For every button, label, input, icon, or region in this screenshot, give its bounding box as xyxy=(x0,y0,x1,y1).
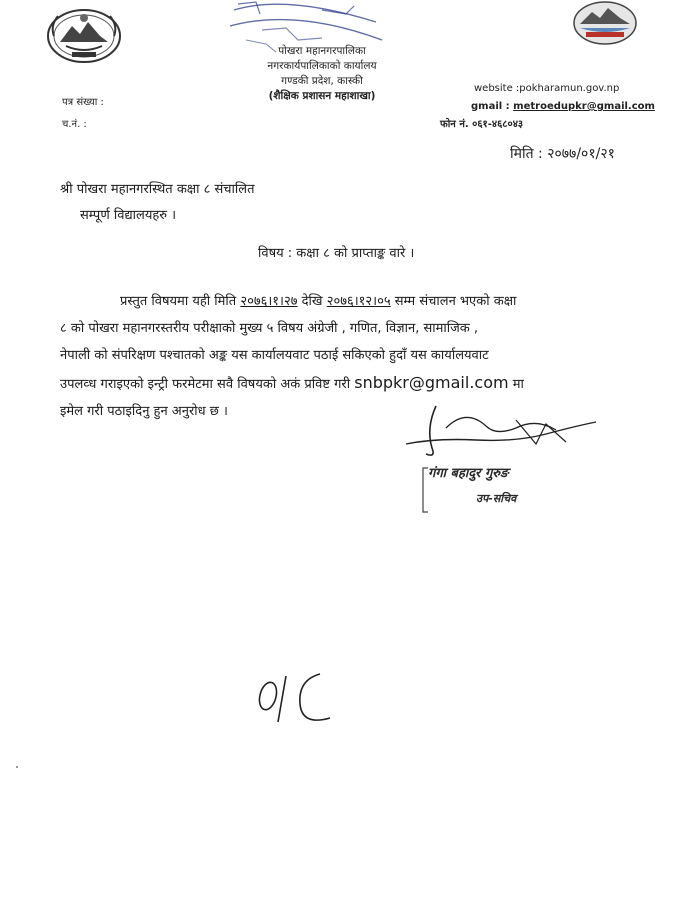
website-text: website :pokharamun.gov.np xyxy=(474,83,620,94)
body-line-4 xyxy=(60,369,660,398)
gmail-label: gmail : xyxy=(471,101,514,112)
body-line-1-mid: देखि xyxy=(297,294,327,309)
dispatch-number-label: च.नं. : xyxy=(62,119,87,130)
signature-scribble-icon xyxy=(396,398,606,468)
gmail-address: metroedupkr@gmail.com xyxy=(513,101,655,112)
submission-email: snbpkr@gmail.com xyxy=(354,373,509,392)
phone-text: फोन नं. ०६१-४६८०४३ xyxy=(440,119,524,130)
reference-fields xyxy=(62,92,104,136)
pokhara-city-logo-icon xyxy=(572,0,638,46)
signatory-title: उप-सचिव xyxy=(476,492,517,505)
gmail-row xyxy=(440,98,655,116)
body-line-4-start: उपलव्ध गराइएको इन्ट्री फरमेटमा सवै विषयको अकं प्रविष्ट गरी xyxy=(60,377,355,392)
body-line-5: इमेल गरी पठाइदिनु हुन अनुरोध छ । xyxy=(60,404,228,419)
scan-speck xyxy=(16,766,18,768)
body-line-4-end: मा xyxy=(508,377,524,392)
body-line-1-end: सम्म संचालन भएको कक्षा xyxy=(390,294,517,309)
org-office: नगरकार्यपालिकाको कार्यालय xyxy=(267,60,377,72)
org-province: गण्डकी प्रदेश, कास्की xyxy=(281,75,363,87)
body-line-1 xyxy=(60,288,660,315)
letter-date: मिति : २०७७/०१/२१ xyxy=(510,146,615,162)
recipient-line-2: सम्पूर्ण विद्यालयहरु । xyxy=(80,208,177,223)
org-branch: (शैक्षिक प्रशासन महाशाखा) xyxy=(268,90,376,102)
recipient-line-1: श्री पोखरा महानगरस्थित कक्षा ८ संचालित xyxy=(60,182,255,197)
signatory-name: गंगा बहादुर गुरुङ xyxy=(428,466,509,481)
body-line-1-start: प्रस्तुत विषयमा यही मिति xyxy=(120,294,241,309)
office-header xyxy=(232,44,412,104)
handwritten-oc-mark xyxy=(250,660,340,732)
org-name: पोखरा महानगरपालिका xyxy=(278,45,366,57)
body-line-3: नेपाली को संपरिक्षण पश्चातको अङ्क यस कार्यालयवाट पठाई सकिएको हुदाँ यस कार्यालयवाट xyxy=(60,348,489,363)
start-date: २०७६।१।२७ xyxy=(240,294,298,309)
nepal-emblem-icon xyxy=(44,6,124,64)
end-date: २०७६।१२।०५ xyxy=(326,294,391,309)
letter-number-label: पत्र संख्या : xyxy=(62,97,104,108)
body-line-2: ८ को पोखरा महानगरस्तरीय परीक्षाको मुख्य ५ विषय अंग्रेजी , गणित, विज्ञान, सामाजिक , xyxy=(60,321,479,336)
contact-block xyxy=(440,80,655,134)
recipient-block xyxy=(60,177,255,229)
letter-subject: विषय : कक्षा ८ को प्राप्ताङ्क वारे । xyxy=(258,246,415,261)
